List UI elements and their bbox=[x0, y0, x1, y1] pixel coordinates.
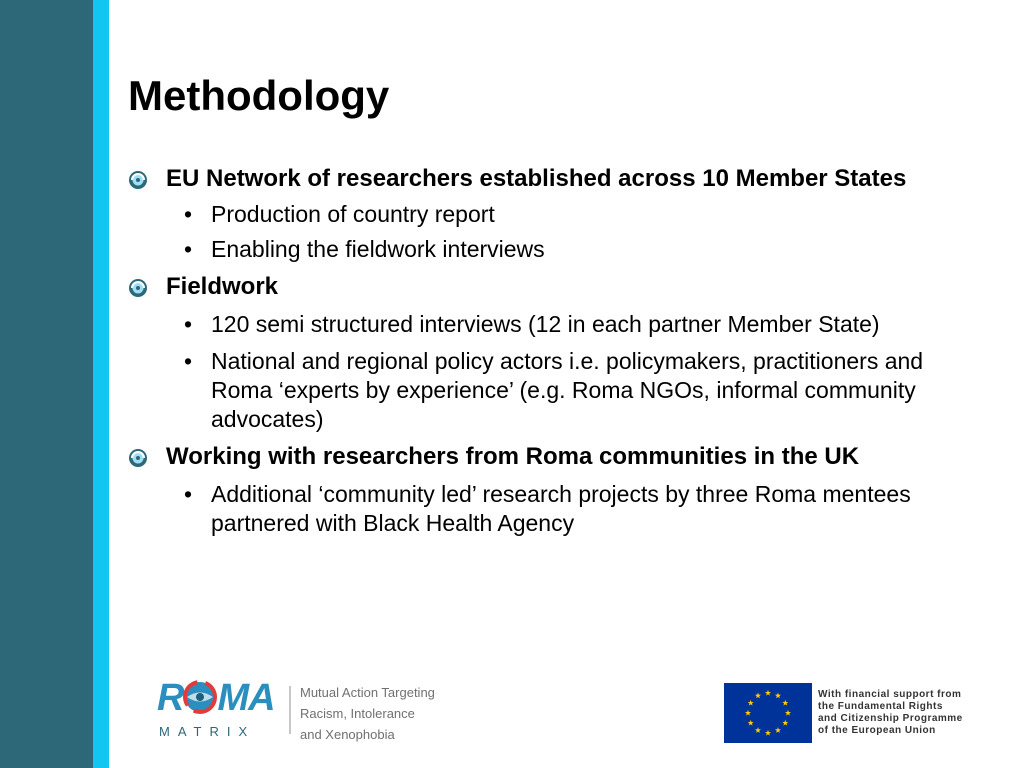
sub-bullet-item: • Enabling the fieldwork interviews bbox=[184, 236, 545, 262]
swirl-bullet-icon bbox=[128, 448, 148, 468]
slide-title: Methodology bbox=[128, 72, 390, 119]
sub-bullet-item: • Additional ‘community led’ research projects by three Roma mentees partnered with Black Health Agency bbox=[184, 481, 911, 536]
sub-bullet-item: • Production of country report bbox=[184, 201, 495, 227]
bullet-list bbox=[128, 164, 978, 538]
logo-divider bbox=[289, 686, 291, 734]
sidebar-light-strip bbox=[93, 0, 109, 768]
sub-bullet-item: • National and regional policy actors i.e. policymakers, practitioners and Roma ‘experts by experience’ (e.g. Roma NGOs, informal community advocates) bbox=[184, 348, 924, 432]
globe-icon bbox=[183, 680, 217, 714]
swirl-bullet-icon bbox=[128, 170, 148, 190]
bullet-item: Working with researchers from Roma communities in the UK bbox=[128, 442, 978, 472]
sub-bullet-item: • 120 semi structured interviews (12 in each partner Member State) bbox=[184, 311, 880, 337]
eu-flag-icon bbox=[724, 683, 812, 743]
sidebar-dark-strip bbox=[0, 0, 93, 768]
matrix-label: MATRIX bbox=[159, 724, 256, 739]
roma-matrix-logo bbox=[155, 672, 455, 748]
bullet-item: Fieldwork bbox=[128, 272, 978, 302]
roma-wordmark: R MA bbox=[157, 677, 275, 719]
eu-funding-notice: With financial support from the Fundamental Rights and Citizenship Programme of the European Union bbox=[818, 689, 963, 736]
bullet-item: EU Network of researchers established across 10 Member States bbox=[128, 164, 978, 194]
logo-tagline: Mutual Action Targeting Racism, Intolerance and Xenophobia bbox=[300, 685, 435, 742]
swirl-bullet-icon bbox=[128, 278, 148, 298]
